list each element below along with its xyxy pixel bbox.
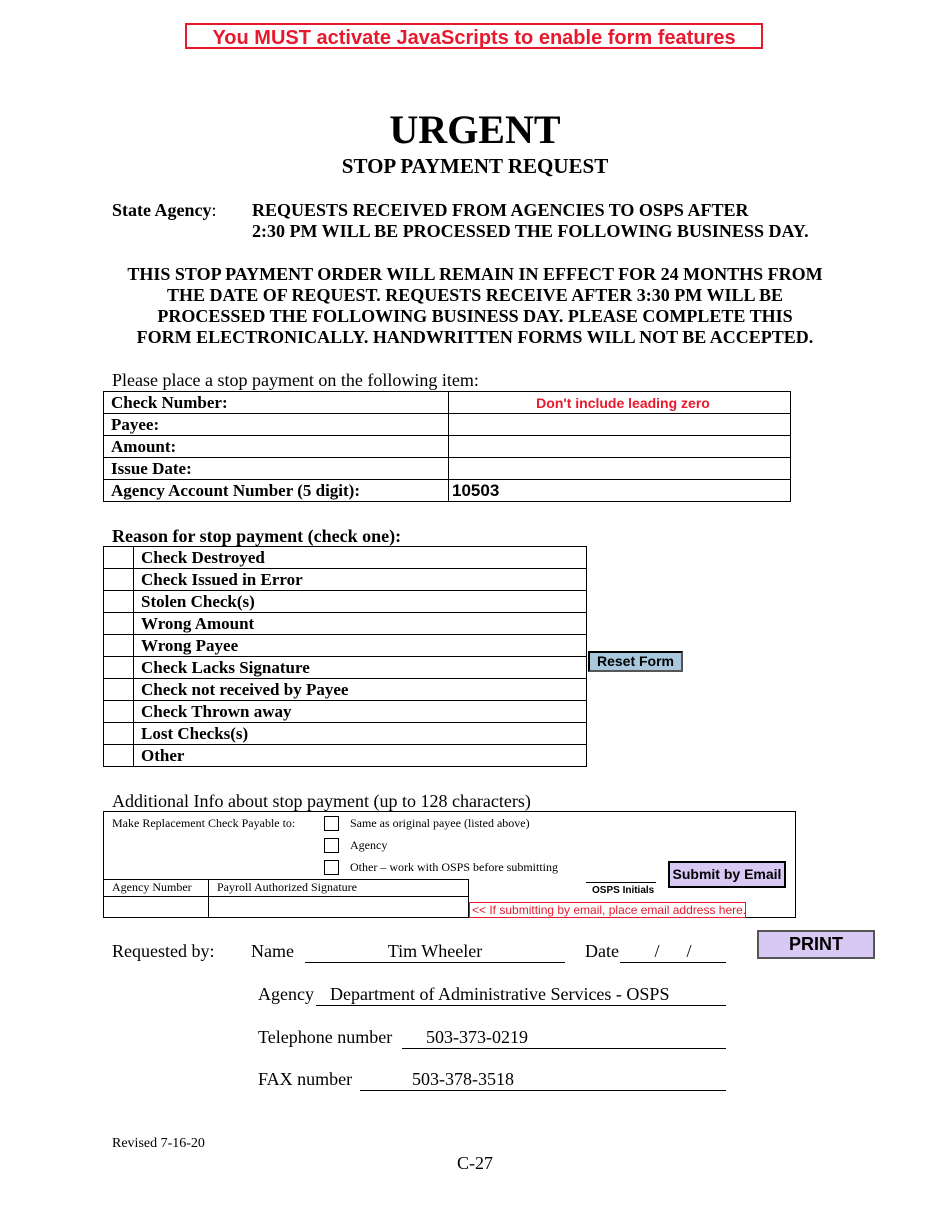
check-number-field[interactable] [449,392,791,414]
table-row [104,392,791,414]
payroll-signature-label: Payroll Authorized Signature [217,880,357,894]
payroll-signature-field[interactable] [209,897,467,917]
item-table [103,391,791,502]
table-row [104,414,791,436]
reason-checkbox-other[interactable] [104,745,134,767]
payee-label: Payee: [104,414,449,436]
state-agency-colon: : [211,200,217,220]
check-number-label: Check Number: [104,392,449,414]
effect-notice-line: THE DATE OF REQUEST. REQUESTS RECEIVE AFTER 3:30 PM WILL BE [167,285,783,305]
reason-checkbox-check-issued-in-error[interactable] [104,569,134,591]
agency-label: Agency [258,984,314,1004]
agency-number-label: Agency Number [112,880,192,894]
email-address-field[interactable]: << If submitting by email, place email address here. [469,902,746,918]
replacement-same-payee-label: Same as original payee (listed above) [350,816,530,830]
state-agency-notice-line1: REQUESTS RECEIVED FROM AGENCIES TO OSPS AFTER [252,200,749,220]
effect-notice-line: PROCESSED THE FOLLOWING BUSINESS DAY. PLEASE COMPLETE THIS [157,306,793,326]
replacement-agency-label: Agency [350,838,388,852]
fax-field[interactable]: 503-378-3518 [360,1068,726,1091]
date-label: Date [585,941,619,961]
replacement-agency-checkbox[interactable] [324,838,339,853]
reason-label: Check Lacks Signature [134,657,587,679]
table-row [104,436,791,458]
reason-checkbox-check-lacks-signature[interactable] [104,657,134,679]
reset-form-button[interactable]: Reset Form [588,651,683,672]
submit-by-email-button[interactable]: Submit by Email [668,861,786,888]
date-field[interactable]: / / [620,940,726,963]
revised-date: Revised 7-16-20 [112,1136,205,1151]
effect-notice-line: THIS STOP PAYMENT ORDER WILL REMAIN IN EFFECT FOR 24 MONTHS FROM [127,264,823,284]
table-row [104,480,791,502]
replacement-other-checkbox[interactable] [324,860,339,875]
reason-label: Lost Checks(s) [134,723,587,745]
reason-checkbox-stolen-checks[interactable] [104,591,134,613]
amount-field[interactable] [449,436,791,458]
reason-label: Check Destroyed [134,547,587,569]
reason-checkbox-check-thrown-away[interactable] [104,701,134,723]
state-agency-label [112,200,217,221]
state-agency-notice-line2: 2:30 PM WILL BE PROCESSED THE FOLLOWING BUSINESS DAY. [252,221,809,241]
agency-account-number-label: Agency Account Number (5 digit): [104,480,449,502]
replacement-payable-label: Make Replacement Check Payable to: [112,816,296,830]
page-subtitle: STOP PAYMENT REQUEST [341,154,609,178]
table-row [104,547,587,569]
additional-info-label: Additional Info about stop payment (up to 128 characters) [112,791,531,811]
table-row [104,745,587,767]
page-title: URGENT [389,107,561,152]
agency-number-field[interactable] [104,897,207,917]
reason-label: Stolen Check(s) [134,591,587,613]
fax-label: FAX number [258,1069,353,1089]
telephone-label: Telephone number [258,1027,393,1047]
name-field[interactable]: Tim Wheeler [305,940,565,963]
name-label: Name [251,941,294,961]
telephone-field[interactable]: 503-373-0219 [402,1026,726,1049]
table-row [104,458,791,480]
reason-label: Check Issued in Error [134,569,587,591]
table-row [104,635,587,657]
issue-date-field[interactable] [449,458,791,480]
reason-table [103,546,587,767]
reason-label: Wrong Payee [134,635,587,657]
agency-field[interactable]: Department of Administrative Services - OSPS [316,983,726,1006]
issue-date-label: Issue Date: [104,458,449,480]
item-intro: Please place a stop payment on the following item: [112,370,479,390]
osps-initials-label: OSPS Initials [592,885,655,896]
table-row [104,723,587,745]
reason-heading: Reason for stop payment (check one): [112,526,402,546]
table-row [104,613,587,635]
reason-checkbox-check-not-received[interactable] [104,679,134,701]
table-row [104,569,587,591]
requested-by-label: Requested by: [112,941,215,961]
agency-account-number-field[interactable]: 10503 [449,480,791,502]
osps-initials-line [586,882,656,883]
reason-checkbox-wrong-amount[interactable] [104,613,134,635]
replacement-same-payee-checkbox[interactable] [324,816,339,831]
payee-field[interactable] [449,414,791,436]
reason-label: Check Thrown away [134,701,587,723]
state-agency-label-text: State Agency [112,200,212,220]
table-row [104,701,587,723]
page-code: C-27 [457,1153,493,1173]
reason-checkbox-check-destroyed[interactable] [104,547,134,569]
table-row [104,591,587,613]
reason-label: Check not received by Payee [134,679,587,701]
reason-checkbox-lost-checks[interactable] [104,723,134,745]
reason-checkbox-wrong-payee[interactable] [104,635,134,657]
reason-label: Wrong Amount [134,613,587,635]
javascript-warning-banner: You MUST activate JavaScripts to enable form features [185,23,763,49]
table-row [104,657,587,679]
print-button[interactable]: PRINT [757,930,875,959]
table-row [104,679,587,701]
effect-notice-line: FORM ELECTRONICALLY. HANDWRITTEN FORMS WILL NOT BE ACCEPTED. [136,327,814,347]
amount-label: Amount: [104,436,449,458]
effect-notice [0,264,950,348]
replacement-other-label: Other – work with OSPS before submitting [350,860,558,874]
check-number-hint: Don't include leading zero [536,394,710,411]
reason-label: Other [134,745,587,767]
